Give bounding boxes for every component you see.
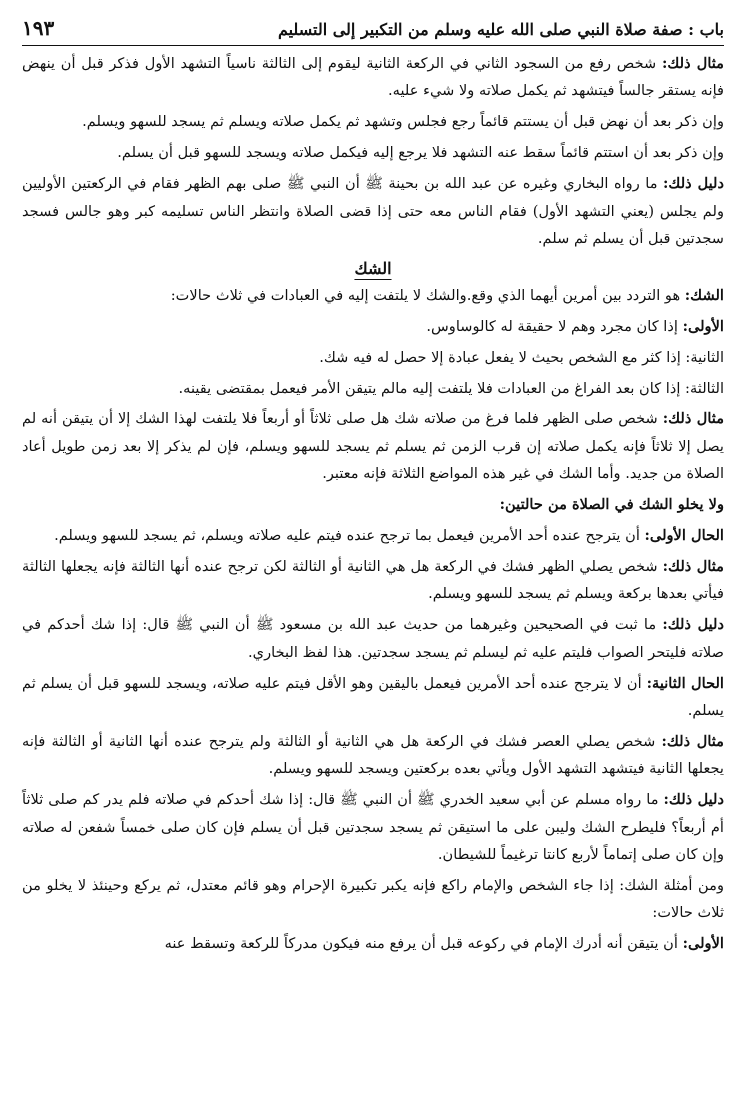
paragraph-text: شخص يصلي الظهر فشك في الركعة هل هي الثانية أو الثالثة لكن ترجح عنده أنها الثالثة فإنه يجعلها الثالثة فيأتي بعدها بركعة ويسلم ثم يسجد للسهو ويسلم. — [22, 558, 724, 603]
paragraph-text: الثانية: إذا كثر مع الشخص بحيث لا يفعل عبادة إلا حصل له فيه شك. — [319, 348, 724, 366]
paragraph — [22, 282, 724, 309]
paragraph-lead: الحال الثانية: — [646, 674, 724, 692]
paragraph — [22, 670, 724, 725]
paragraph — [22, 50, 724, 105]
chapter-title: باب : صفة صلاة النبي صلى الله عليه وسلم من التكبير إلى التسليم — [277, 20, 724, 39]
paragraph-text: وإن ذكر بعد أن استتم قائماً سقط عنه التشهد فلا يرجع إليه فيكمل صلاته ويسجد للسهو قبل أن يسلم. — [117, 144, 724, 162]
paragraph-text: ما ثبت في الصحيحين وغيرهما من حديث عبد الله بن مسعود ﷺ أن النبي ﷺ قال: إذا شك أحدكم في صلاته فليتحر الصواب فليتم عليه ثم ليسلم ثم يسجد سجدتين. هذا لفظ البخاري. — [22, 616, 724, 661]
paragraph-lead: مثال ذلك: — [661, 55, 725, 72]
paragraph-text: وإن ذكر بعد أن نهض قبل أن يستتم قائماً رجع فجلس وتشهد ثم يكمل صلاته ويسلم ثم يسجد للسهو ويسلم. — [82, 113, 724, 131]
paragraph-text: شخص يصلي العصر فشك في الركعة هل هي الثانية أو الثالثة ولم يترجح عنده أنها الثانية أو الثالثة فإنه يجعلها الثانية فيتشهد التشهد الأول ويأتي بعده بركعتين ويسجد للسهو ويسلم. — [22, 732, 724, 778]
paragraph-text: هو التردد بين أمرين أيهما الذي وقع.والشك لا يلتفت إليه في العبادات في ثلاث حالات: — [170, 286, 685, 304]
paragraph-lead: دليل ذلك: — [663, 175, 724, 193]
paragraph-lead: ولا يخلو الشك في الصلاة من حالتين: — [499, 496, 724, 514]
paragraph-lead: الأولى: — [682, 935, 724, 953]
paragraph-text: ومن أمثلة الشك: إذا جاء الشخص والإمام راكع فإنه يكبر تكبيرة الإحرام وهو قائم معتدل، ثم يركع وحينئذ لا يخلو من ثلاث حالات: — [22, 876, 724, 922]
paragraph-text: أن لا يترجح عنده أحد الأمرين فيعمل باليقين وهو الأقل فيتم عليه صلاته، ويسجد للسهو قبل أن يسلم ثم يسلم. — [22, 674, 724, 720]
paragraph-text: الثالثة: إذا كان بعد الفراغ من العبادات فلا يلتفت إليه مالم يتيقن الأمر فيعمل بمقتضى يقينه. — [178, 379, 724, 397]
paragraph — [22, 313, 724, 340]
paragraph — [22, 728, 724, 783]
page-header — [22, 8, 724, 46]
paragraph-text: ما رواه مسلم عن أبي سعيد الخدري ﷺ أن النبي ﷺ قال: إذا شك أحدكم في صلاته فلم يدر كم صلى ثلاثاً أم أربعاً؟ فليطرح الشك وليبن على ما استيقن ثم يسجد سجدتين قبل أن يسلم فإن كان صلى خمساً شفعن له صلاته وإن كان صلى إتماماً لأربع كانتا ترغيماً للشيطان. — [22, 791, 724, 864]
paragraph — [22, 553, 724, 608]
paragraph — [22, 170, 724, 252]
page-number: ١٩٣ — [22, 16, 55, 40]
paragraph — [22, 405, 724, 487]
section-heading: الشك — [354, 258, 392, 278]
paragraph-lead: الأولى: — [682, 317, 724, 335]
paragraph-text: ما رواه البخاري وغيره عن عبد الله بن بحينة ﷺ أن النبي ﷺ صلى بهم الظهر فقام في الركعتين الأوليين ولم يجلس (يعني التشهد الأول) فقام الناس معه حتى إذا قضى الصلاة وانتظر الناس تسليمه كبر وهو جالس فسجد سجدتين قبل أن يسلم ثم سلم. — [22, 175, 724, 247]
paragraph-text: أن يتيقن أنه أدرك الإمام في ركوعه قبل أن يرفع منه فيكون مدركاً للركعة وتسقط عنه — [164, 935, 683, 953]
paragraph-text: شخص رفع من السجود الثاني في الركعة الثانية ليقوم إلى الثالثة ناسياً التشهد الأول فذكر قبل أن ينهض فإنه يستقر جالساً فيتشهد ثم يكمل صلاته ولا شيء عليه. — [22, 55, 724, 100]
paragraph — [22, 522, 724, 549]
paragraph-lead: الشك: — [684, 286, 724, 304]
paragraph — [22, 930, 724, 957]
paragraph — [22, 139, 724, 166]
paragraph-text: إذا كان مجرد وهم لا حقيقة له كالوساوس. — [426, 317, 683, 335]
page-body — [22, 46, 724, 958]
paragraph — [22, 872, 724, 927]
paragraph — [22, 344, 724, 371]
paragraph — [22, 375, 724, 402]
paragraph — [22, 786, 724, 868]
paragraph-lead: دليل ذلك: — [663, 791, 724, 809]
paragraph-text: شخص صلى الظهر فلما فرغ من صلاته شك هل صلى ثلاثاً أو أربعاً فلا يلتفت لهذا الشك إلا أن يتيقن أنه لم يصل إلا ثلاثاً فإنه يكمل صلاته إن قرب الزمن ثم يسلم ثم يسجد للسهو ويسلم، فإن لم يذكر إلا بعد زمن طويل أعاد الصلاة من جديد. وأما الشك في غير هذه المواضع الثلاثة فإنه معتبر. — [22, 410, 724, 483]
paragraph — [22, 491, 724, 518]
paragraph-lead: دليل ذلك: — [662, 616, 724, 634]
paragraph-text: أن يترجح عنده أحد الأمرين فيعمل بما ترجح عنده فيتم عليه صلاته ويسلم، ثم يسجد للسهو ويسلم. — [54, 527, 645, 545]
paragraph-lead: مثال ذلك: — [662, 558, 724, 575]
paragraph-lead: الحال الأولى: — [644, 527, 724, 545]
paragraph-lead: مثال ذلك: — [661, 732, 724, 750]
paragraph-lead: مثال ذلك: — [662, 410, 725, 428]
paragraph — [22, 108, 724, 135]
paragraph — [22, 611, 724, 666]
